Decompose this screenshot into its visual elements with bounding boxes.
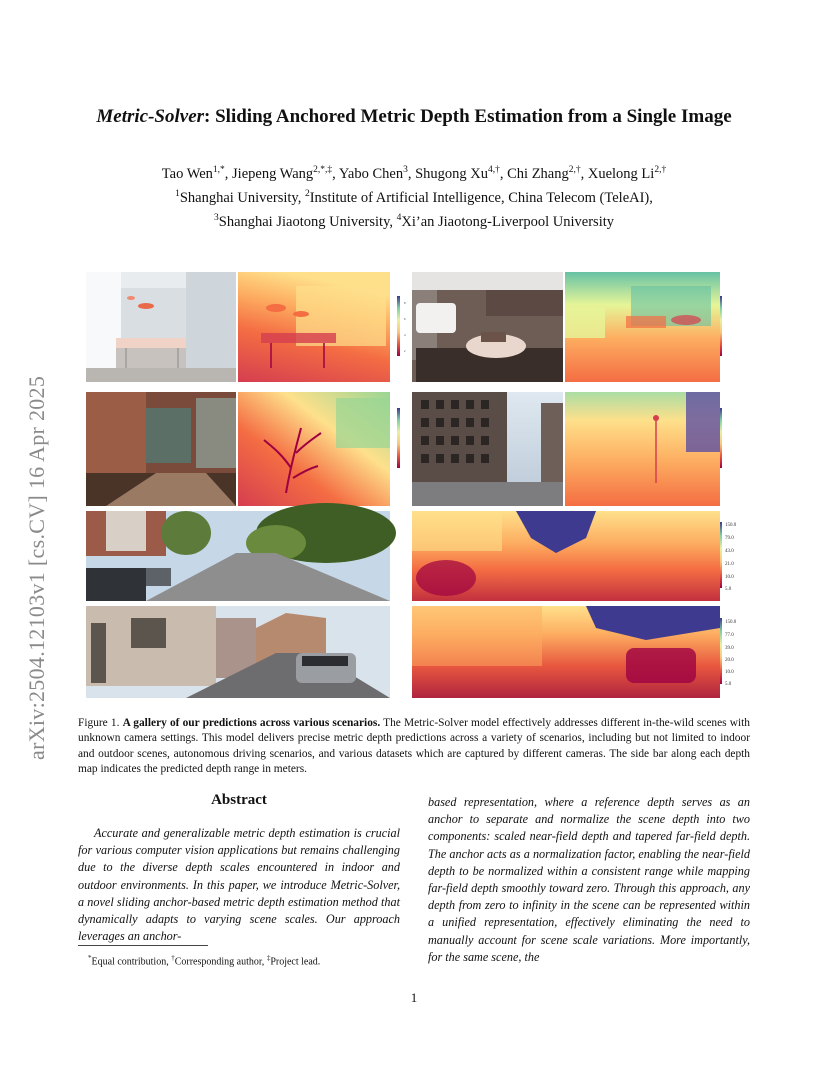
cbar5-tick4: 10.0 [725, 575, 734, 580]
depth-suburban-road [412, 511, 720, 601]
author-list [60, 160, 768, 184]
author-0: Tao Wen$^{1,*}$, [161, 165, 233, 182]
caption-text: The Metric-Solver model effectively addresses different in-the-wild scenes with unknown camera settings. This model delivers precise metric depth predictions across a variety of scenarios, including but not limited to indoor and outdoor scenes, autonomous driving scenarios, and various datasets which are captured by different cameras. The side bar along each depth map indicates the predicted depth range in meters. [78, 717, 750, 776]
abstract-right-column: based representation, where a reference depth serves as an anchor to separate and normalize the scene depth into two components: scaled near-field depth and tapered far-field depth. The anchor acts as a normalization factor, enabling the near-field depth to be normalized within a consistent range while mapping far-field depth smoothly toward zero. Through this approach, any depth from zero to infinity in the scene can be represented within a unified representation, effectively eliminating the need to manually account for scene scale variations. More importantly, for the same scene, the [428, 795, 750, 964]
cbar1-tick0: 8 [404, 301, 406, 305]
cbar5-tick0: 150.0 [725, 523, 737, 528]
abstract-left-column: Accurate and generalizable metric depth estimation is crucial for various computer vision applications but remains challenging due to the diverse depth scales encountered in indoor and outdoor environments. In this paper, we introduce Metric-Solver, a novel sliding anchor-based metric depth estimation method that dynamically adapts to varying scene scales. Our approach leverages an anchor- [78, 826, 400, 944]
rgb-courtyard [86, 392, 236, 506]
depth-living-room [565, 272, 720, 382]
paper-title [60, 106, 768, 128]
cbar6-tick4: 10.0 [725, 670, 734, 675]
cbar6-tick5: 5.0 [725, 682, 732, 687]
caption-bold: A gallery of our predictions across various scenarios. [122, 717, 381, 729]
depth-street-car [412, 606, 720, 698]
colorbar-3 [397, 408, 400, 468]
rgb-indoor-kitchen [86, 272, 236, 382]
page-number: 1 [410, 990, 418, 1005]
footnote-rule [78, 945, 208, 946]
cbar5-tick2: 43.0 [725, 549, 734, 554]
cbar6-tick0: 150.0 [725, 620, 737, 625]
figure-gallery-svg [86, 268, 737, 698]
depth-courtyard [238, 392, 390, 506]
author-3: Shugong $Xu^{4,\dagger}$, [415, 165, 508, 182]
title-rest: : Sliding Anchored Metric Depth Estimation from a Single Image [204, 106, 732, 127]
rgb-city-street [412, 392, 563, 506]
affiliation-line-2: $^3$Shanghai Jiaotong University, $^4$Xi’an Jiaotong-Liverpool University [214, 212, 614, 230]
cbar6-tick3: 20.0 [725, 658, 734, 663]
title-italic: Metric-Solver [96, 106, 205, 127]
author-1: Jiepeng Wang$^{2,*,\ddagger}$, [232, 165, 339, 182]
cbar5-tick5: 5.0 [725, 587, 732, 592]
author-4: Chi Zhang$^{2,\dagger}$, [507, 165, 588, 182]
rgb-suburban-road [86, 503, 396, 601]
colorbar-5 [720, 522, 737, 592]
figure-caption [78, 716, 750, 778]
footnote: *Equal contribution, †Corresponding author, ‡Project lead. [88, 954, 321, 968]
rgb-living-room [412, 272, 563, 382]
colorbar-2 [720, 296, 722, 356]
abstract-heading: Abstract [211, 792, 267, 808]
cbar5-tick1: 79.0 [725, 536, 734, 541]
rgb-street-car [86, 606, 390, 698]
figure-gallery [86, 268, 737, 698]
cbar1-tick2: 4 [404, 333, 406, 337]
caption-label: Figure 1. [78, 717, 120, 729]
cbar5-tick3: 21.0 [725, 562, 734, 567]
colorbar-1 [397, 296, 406, 356]
cbar1-tick3: 2 [404, 349, 406, 353]
colorbar-6 [720, 618, 737, 687]
colorbar-4 [720, 408, 722, 468]
cbar1-tick1: 6 [404, 317, 406, 321]
depth-city-street [565, 392, 720, 506]
author-block [60, 160, 768, 231]
cbar6-tick1: 77.0 [725, 633, 734, 638]
author-5: Xuelong $Li^{2,\dagger}$ [587, 165, 667, 182]
depth-indoor-kitchen [238, 272, 390, 382]
author-2: Yabo Chen$^3$, [338, 165, 416, 182]
cbar6-tick2: 39.0 [725, 646, 734, 651]
arxiv-stamp: arXiv:2504.12103v1 [cs.CV] 16 Apr 2025 [24, 375, 49, 760]
affiliation-line-1: $^1$Shanghai University, $^2$Institute of Artificial Intelligence, China Telecom (TeleAI), [175, 188, 653, 206]
